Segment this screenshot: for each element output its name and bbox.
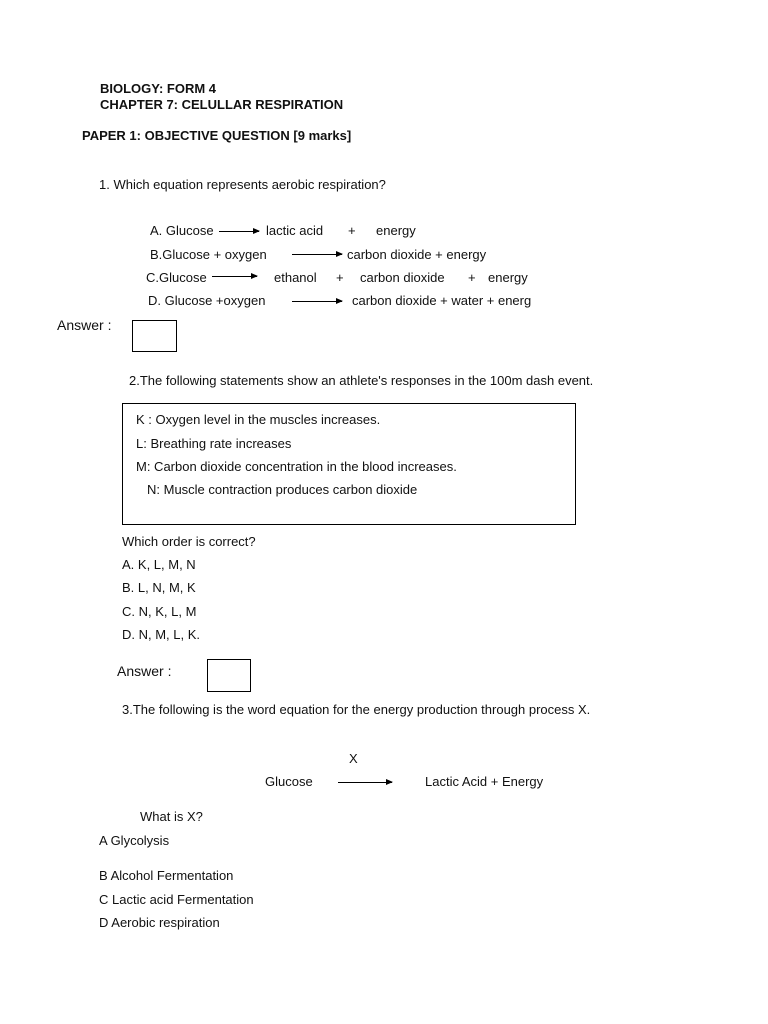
q1-d-label: D. Glucose +oxygen: [148, 293, 266, 308]
q2-prompt: Which order is correct?: [122, 534, 256, 549]
q3-product: Lactic Acid + Energy: [425, 774, 544, 789]
q3-prompt: What is X?: [140, 809, 203, 824]
q2-answer-label: Answer :: [117, 663, 172, 679]
q2-option-b: B. L, N, M, K: [122, 580, 196, 595]
arrow-icon: [292, 301, 342, 302]
q2-option-a: A. K, L, M, N: [122, 557, 196, 572]
q1-a-part2: +: [348, 223, 356, 238]
q1-b-part1: carbon dioxide + energy: [347, 247, 487, 262]
q3-reactant: Glucose: [265, 774, 313, 789]
process-x-label: X: [349, 751, 358, 766]
q1-c-part5: energy: [488, 270, 528, 285]
chapter-title: CHAPTER 7: CELULLAR RESPIRATION: [100, 97, 344, 112]
q1-question: 1. Which equation represents aerobic respiration?: [99, 177, 386, 192]
q1-d-part1: carbon dioxide + water + energ: [352, 293, 532, 308]
arrow-icon: [219, 231, 259, 232]
q2-statements-box: [122, 403, 576, 525]
q1-answer-label: Answer :: [57, 317, 112, 333]
arrow-icon: [212, 276, 257, 277]
statement-n: N: Muscle contraction produces carbon dioxide: [147, 482, 418, 497]
statement-m: M: Carbon dioxide concentration in the blood increases.: [136, 459, 457, 474]
statement-l: L: Breathing rate increases: [136, 436, 292, 451]
q1-a-part1: lactic acid: [266, 223, 324, 238]
q1-a-part3: energy: [376, 223, 416, 238]
q3-option-b: B Alcohol Fermentation: [99, 868, 234, 883]
q1-c-part1: ethanol: [274, 270, 317, 285]
q1-answer-box[interactable]: [132, 320, 177, 352]
paper-title: PAPER 1: OBJECTIVE QUESTION [9 marks]: [82, 128, 352, 143]
q3-question: 3.The following is the word equation for the energy production through process X.: [122, 702, 591, 717]
q1-c-label: C.Glucose: [146, 270, 207, 285]
q2-question: 2.The following statements show an athlete's responses in the 100m dash event.: [129, 373, 594, 388]
q2-option-d: D. N, M, L, K.: [122, 627, 201, 642]
q2-option-c: C. N, K, L, M: [122, 604, 197, 619]
q3-option-a: A Glycolysis: [99, 833, 170, 848]
q1-c-part2: +: [336, 270, 344, 285]
q3-option-d: D Aerobic respiration: [99, 915, 220, 930]
q1-c-part4: +: [468, 270, 476, 285]
statement-k: K : Oxygen level in the muscles increases.: [136, 412, 381, 427]
q1-b-label: B.Glucose + oxygen: [150, 247, 267, 262]
subject-title: BIOLOGY: FORM 4: [100, 81, 217, 96]
arrow-icon: [338, 782, 392, 783]
q1-a-label: A. Glucose: [150, 223, 214, 238]
q1-c-part3: carbon dioxide: [360, 270, 445, 285]
q3-option-c: C Lactic acid Fermentation: [99, 892, 254, 907]
q2-answer-box[interactable]: [207, 659, 251, 692]
arrow-icon: [292, 254, 342, 255]
